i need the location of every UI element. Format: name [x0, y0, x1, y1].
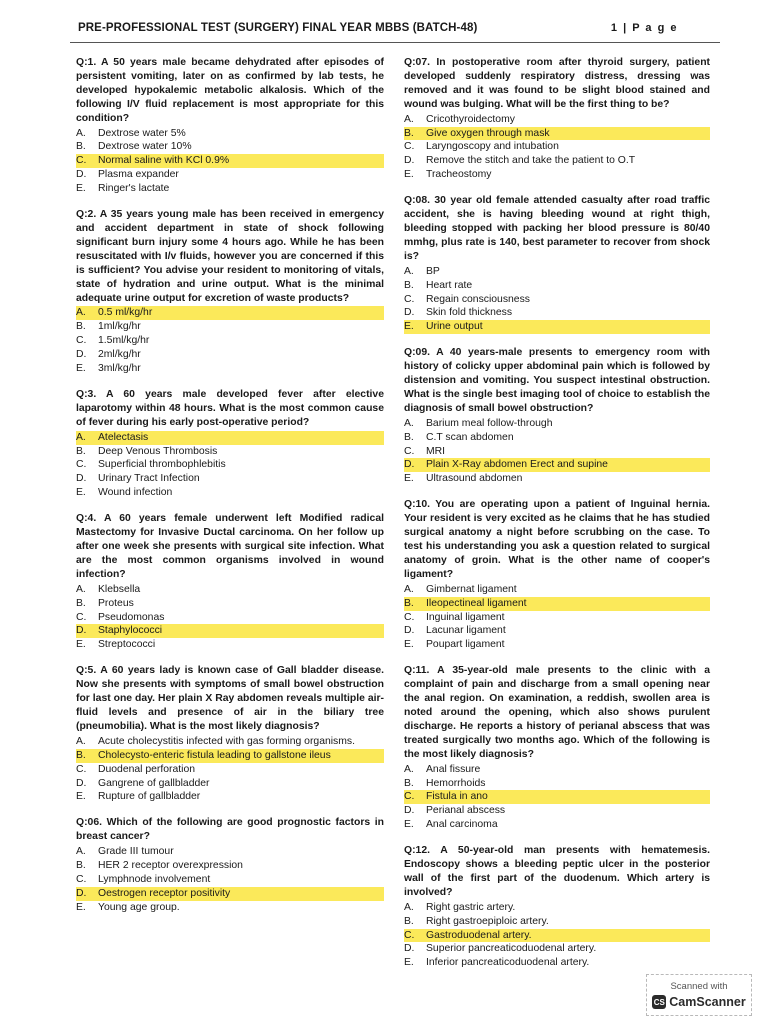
option-letter: B.	[76, 445, 86, 457]
option-text: Superficial thrombophlebitis	[98, 459, 226, 471]
answer-option	[404, 763, 710, 777]
option-letter: D.	[404, 943, 415, 955]
option-text: Fistula in ano	[426, 790, 710, 804]
option-letter: C.	[404, 445, 415, 457]
option-text: Skin fold thickness	[426, 307, 513, 319]
page-header	[78, 22, 678, 42]
option-text: Gangrene of gallbladder	[98, 777, 210, 789]
option-list	[404, 763, 710, 833]
option-text: Urinary Tract Infection	[98, 473, 200, 485]
option-text: Atelectasis	[98, 431, 384, 445]
question-stem: Q:4. A 60 years female underwent left Modified radical Mastectomy for Invasive Ductal carcinoma. On her follow up after one week she presents with surgical site infection. What are the most common organisms involved in wound infection?	[76, 513, 384, 580]
answer-option	[404, 431, 710, 445]
answer-option	[76, 445, 384, 459]
answer-option	[404, 168, 710, 182]
left-question-column	[76, 56, 384, 927]
option-text: Cricothyroidectomy	[426, 113, 515, 125]
option-letter: E.	[404, 819, 414, 831]
option-text: Right gastric artery.	[426, 901, 516, 913]
option-text: Inferior pancreaticoduodenal artery.	[426, 957, 590, 969]
option-letter: A.	[76, 127, 86, 139]
option-letter: D.	[76, 887, 98, 901]
option-letter: B.	[76, 321, 86, 333]
question-block	[404, 498, 710, 652]
option-text: Lacunar ligament	[426, 625, 506, 637]
answer-option	[404, 279, 710, 293]
question-block	[76, 512, 384, 652]
option-text: Rupture of gallbladder	[98, 791, 201, 803]
answer-option	[404, 804, 710, 818]
answer-option	[76, 362, 384, 376]
answer-option	[76, 638, 384, 652]
answer-option	[76, 140, 384, 154]
question-stem: Q:07. In postoperative room after thyroid surgery, patient developed suddenly respiratory distress, dressing was removed and it was found to be slight blood stained and wound was bulging. What will be the first thing to be?	[404, 57, 710, 110]
option-letter: B.	[404, 127, 426, 141]
option-text: Normal saline with KCl 0.9%	[98, 154, 384, 168]
option-text: Dextrose water 10%	[98, 141, 192, 153]
option-text: Ultrasound abdomen	[426, 473, 523, 485]
option-letter: D.	[404, 307, 415, 319]
highlighted-answer-option	[76, 749, 384, 763]
option-letter: D.	[404, 625, 415, 637]
option-text: Ringer's lactate	[98, 183, 170, 195]
option-list	[76, 431, 384, 501]
option-text: Ileopectineal ligament	[426, 597, 710, 611]
option-text: Heart rate	[426, 279, 473, 291]
option-letter: D.	[76, 169, 87, 181]
camscanner-logo-icon: CS	[652, 995, 666, 1009]
option-text: Grade III tumour	[98, 846, 174, 858]
option-letter: D.	[404, 805, 415, 817]
option-text: Regain consciousness	[426, 293, 530, 305]
option-text: Dextrose water 5%	[98, 127, 186, 139]
answer-option	[76, 458, 384, 472]
option-text: Barium meal follow-through	[426, 417, 553, 429]
answer-option	[76, 790, 384, 804]
answer-option	[404, 818, 710, 832]
option-list	[76, 306, 384, 376]
answer-option	[404, 611, 710, 625]
highlighted-answer-option	[404, 929, 710, 943]
answer-option	[76, 320, 384, 334]
option-letter: A.	[404, 901, 414, 913]
option-letter: A.	[76, 583, 86, 595]
question-block	[76, 664, 384, 804]
option-text: C.T scan abdomen	[426, 431, 514, 443]
option-text: 2ml/kg/hr	[98, 349, 141, 361]
option-list	[76, 735, 384, 805]
answer-option	[76, 348, 384, 362]
option-letter: E.	[76, 363, 86, 375]
answer-option	[76, 735, 384, 749]
highlighted-answer-option	[76, 306, 384, 320]
option-letter: D.	[404, 155, 415, 167]
option-text: 1ml/kg/hr	[98, 321, 141, 333]
highlighted-answer-option	[404, 320, 710, 334]
option-letter: E.	[404, 639, 414, 651]
test-title: PRE-PROFESSIONAL TEST (SURGERY) FINAL YEAR MBBS (BATCH-48)	[78, 22, 478, 34]
option-letter: D.	[76, 624, 98, 638]
answer-option	[76, 859, 384, 873]
option-text: Perianal abscess	[426, 805, 506, 817]
option-letter: B.	[404, 431, 414, 443]
option-letter: D.	[76, 473, 87, 485]
page-number: 1 | P a g e	[610, 22, 678, 34]
option-letter: B.	[76, 141, 86, 153]
answer-option	[76, 611, 384, 625]
answer-option	[76, 182, 384, 196]
answer-option	[76, 845, 384, 859]
answer-option	[76, 583, 384, 597]
header-divider	[70, 42, 720, 43]
option-list	[404, 265, 710, 335]
camscanner-brand	[652, 995, 745, 1009]
option-text: Duodenal perforation	[98, 763, 196, 775]
option-letter: E.	[76, 791, 86, 803]
answer-option	[404, 306, 710, 320]
question-stem: Q:5. A 60 years lady is known case of Gall bladder disease. Now she presents with symptoms of small bowel obstruction for last one day. Her plain X Ray abdomen reveals multiple air-fluid levels and presence of air in the biliary tree (pneumobilia). What is the most likely diagnosis?	[76, 665, 384, 732]
option-letter: B.	[404, 777, 414, 789]
option-letter: A.	[404, 763, 414, 775]
highlighted-answer-option	[76, 624, 384, 638]
option-list	[76, 127, 384, 197]
question-block	[404, 664, 710, 832]
option-text: Staphylococci	[98, 624, 384, 638]
answer-option	[404, 956, 710, 970]
option-list	[404, 901, 710, 971]
option-letter: D.	[76, 349, 87, 361]
question-stem: Q:2. A 35 years young male has been received in emergency and accident department in state of shock following significant burn injury some 4 hours ago. While he has been resuscitated with I/v fluids, however you are concerned if this is sufficient? You advise your resident to monitoring of vitals, state of hydration and urine output. What is the minimal adequate urine output for excretion of waste products?	[76, 209, 384, 304]
option-text: 3ml/kg/hr	[98, 363, 141, 375]
answer-option	[404, 472, 710, 486]
question-stem: Q:10. You are operating upon a patient of Inguinal hernia. Your resident is very excited as he claims that he has studied surgical anatomy a night before scrubbing on the case. To test his understanding you ask a question related to surgical anatomy of groin. What is the other name of cooper's ligament?	[404, 499, 710, 580]
option-text: Streptococci	[98, 639, 156, 651]
option-letter: C.	[76, 154, 98, 168]
highlighted-answer-option	[404, 458, 710, 472]
option-text: Gimbernat ligament	[426, 583, 517, 595]
option-letter: A.	[404, 113, 414, 125]
highlighted-answer-option	[404, 597, 710, 611]
option-text: Anal carcinoma	[426, 819, 498, 831]
answer-option	[404, 445, 710, 459]
option-letter: C.	[404, 929, 426, 943]
option-letter: C.	[76, 873, 87, 885]
answer-option	[404, 915, 710, 929]
answer-option	[76, 472, 384, 486]
option-letter: E.	[404, 473, 414, 485]
option-text: Proteus	[98, 597, 134, 609]
option-text: Acute cholecystitis infected with gas forming organisms.	[98, 735, 355, 747]
option-letter: C.	[76, 335, 87, 347]
option-text: HER 2 receptor overexpression	[98, 860, 243, 872]
option-letter: C.	[404, 611, 415, 623]
question-block	[76, 388, 384, 500]
answer-option	[404, 265, 710, 279]
option-letter: A.	[404, 265, 414, 277]
option-text: Plasma expander	[98, 169, 179, 181]
option-text: Young age group.	[98, 901, 180, 913]
option-text: Inguinal ligament	[426, 611, 505, 623]
option-letter: E.	[76, 487, 86, 499]
answer-option	[76, 127, 384, 141]
answer-option	[404, 417, 710, 431]
question-stem: Q:09. A 40 years-male presents to emergency room with history of colicky upper abdominal pain which is followed by distension and vomiting. You suspect intestinal obstruction. What is the single best imaging tool of choice to establish the diagnosis of small bowel obstruction?	[404, 347, 710, 414]
option-letter: A.	[76, 431, 98, 445]
answer-option	[76, 486, 384, 500]
option-text: Tracheostomy	[426, 169, 492, 181]
answer-option	[76, 901, 384, 915]
option-letter: B.	[76, 860, 86, 872]
highlighted-answer-option	[404, 127, 710, 141]
option-text: BP	[426, 265, 440, 277]
option-text: MRI	[426, 445, 446, 457]
option-letter: B.	[76, 749, 98, 763]
option-text: Urine output	[426, 320, 710, 334]
question-stem: Q:3. A 60 years male developed fever after elective laparotomy within 48 hours. What is the most common cause of fever during his early post-operative period?	[76, 388, 384, 428]
option-text: Superior pancreaticoduodenal artery.	[426, 943, 597, 955]
option-letter: B.	[404, 279, 414, 291]
question-block	[404, 56, 710, 182]
option-text: Klebsella	[98, 583, 141, 595]
right-question-column	[404, 56, 710, 982]
option-letter: A.	[76, 306, 98, 320]
camscanner-watermark	[646, 974, 752, 1016]
option-list	[404, 583, 710, 653]
option-letter: A.	[404, 583, 414, 595]
option-letter: E.	[76, 901, 86, 913]
answer-option	[404, 113, 710, 127]
option-text: Deep Venous Thrombosis	[98, 445, 218, 457]
question-block	[76, 208, 384, 376]
option-text: Right gastroepiploic artery.	[426, 915, 549, 927]
question-stem: Q:12. A 50-year-old man presents with hematemesis. Endoscopy shows a bleeding peptic ulcer in the posterior wall of the first part of the duodenum. Which artery is involved?	[404, 845, 710, 898]
answer-option	[76, 873, 384, 887]
option-letter: B.	[404, 915, 414, 927]
answer-option	[404, 583, 710, 597]
option-text: Oestrogen receptor positivity	[98, 887, 384, 901]
option-text: Poupart ligament	[426, 639, 505, 651]
option-text: Hemorrhoids	[426, 777, 486, 789]
option-letter: A.	[404, 417, 414, 429]
option-letter: E.	[76, 639, 86, 651]
answer-option	[404, 624, 710, 638]
answer-option	[76, 334, 384, 348]
option-text: Give oxygen through mask	[426, 127, 710, 141]
answer-option	[404, 154, 710, 168]
question-stem: Q:06. Which of the following are good prognostic factors in breast cancer?	[76, 817, 384, 843]
option-letter: A.	[76, 735, 86, 747]
highlighted-answer-option	[76, 887, 384, 901]
option-text: 1.5ml/kg/hr	[98, 335, 150, 347]
answer-option	[76, 777, 384, 791]
question-stem: Q:11. A 35-year-old male presents to the clinic with a complaint of pain and discharge from a small opening near the anal region. On examination, a reddish, swollen area is noted around the opening, which also shows purulent discharge. He reports a history of perianal abscess that was treated surgically two months ago. Which of the following is the most likely diagnosis?	[404, 665, 710, 760]
answer-option	[404, 942, 710, 956]
option-letter: E.	[404, 957, 414, 969]
option-text: Pseudomonas	[98, 611, 165, 623]
option-text: Remove the stitch and take the patient to O.T	[426, 155, 636, 167]
option-text: Wound infection	[98, 487, 173, 499]
question-block	[76, 56, 384, 196]
option-text: Plain X-Ray abdomen Erect and supine	[426, 458, 710, 472]
option-letter: E.	[404, 169, 414, 181]
option-letter: C.	[76, 763, 87, 775]
question-block	[404, 844, 710, 970]
answer-option	[404, 777, 710, 791]
option-text: Cholecysto-enteric fistula leading to gallstone ileus	[98, 749, 384, 763]
option-letter: D.	[76, 777, 87, 789]
option-text: Gastroduodenal artery.	[426, 929, 710, 943]
camscanner-name: CamScanner	[669, 995, 746, 1009]
option-list	[404, 417, 710, 487]
option-list	[76, 845, 384, 915]
answer-option	[404, 638, 710, 652]
option-text: Laryngoscopy and intubation	[426, 141, 559, 153]
option-letter: E.	[76, 183, 86, 195]
option-letter: C.	[76, 459, 87, 471]
answer-option	[76, 168, 384, 182]
highlighted-answer-option	[404, 790, 710, 804]
question-stem: Q:1. A 50 years male became dehydrated after episodes of persistent vomiting, later on as confirmed by lab tests, he developed hypokalemic metabolic alkalosis. Which of the following I/V fluid replacement is most appropriate for this condition?	[76, 57, 384, 124]
option-list	[76, 583, 384, 653]
option-letter: C.	[76, 611, 87, 623]
option-letter: C.	[404, 790, 426, 804]
option-letter: A.	[76, 846, 86, 858]
option-letter: C.	[404, 141, 415, 153]
question-block	[404, 194, 710, 334]
highlighted-answer-option	[76, 154, 384, 168]
highlighted-answer-option	[76, 431, 384, 445]
option-letter: B.	[76, 597, 86, 609]
question-stem: Q:08. 30 year old female attended casualty after road traffic accident, she is having bleeding wound at right thigh, bleeding stopped with packing her blood pressure is 80/40 mmhg, plus rate is 140, best parameter to recover from shock is?	[404, 195, 710, 262]
answer-option	[404, 293, 710, 307]
option-letter: B.	[404, 597, 426, 611]
question-block	[404, 346, 710, 486]
scanned-with-label: Scanned with	[670, 981, 728, 992]
option-text: Anal fissure	[426, 763, 481, 775]
option-letter: E.	[404, 320, 426, 334]
option-letter: D.	[404, 458, 426, 472]
option-list	[404, 113, 710, 183]
option-text: 0.5 ml/kg/hr	[98, 306, 384, 320]
answer-option	[76, 597, 384, 611]
answer-option	[404, 140, 710, 154]
option-letter: C.	[404, 293, 415, 305]
question-block	[76, 816, 384, 914]
answer-option	[404, 901, 710, 915]
answer-option	[76, 763, 384, 777]
option-text: Lymphnode involvement	[98, 873, 211, 885]
